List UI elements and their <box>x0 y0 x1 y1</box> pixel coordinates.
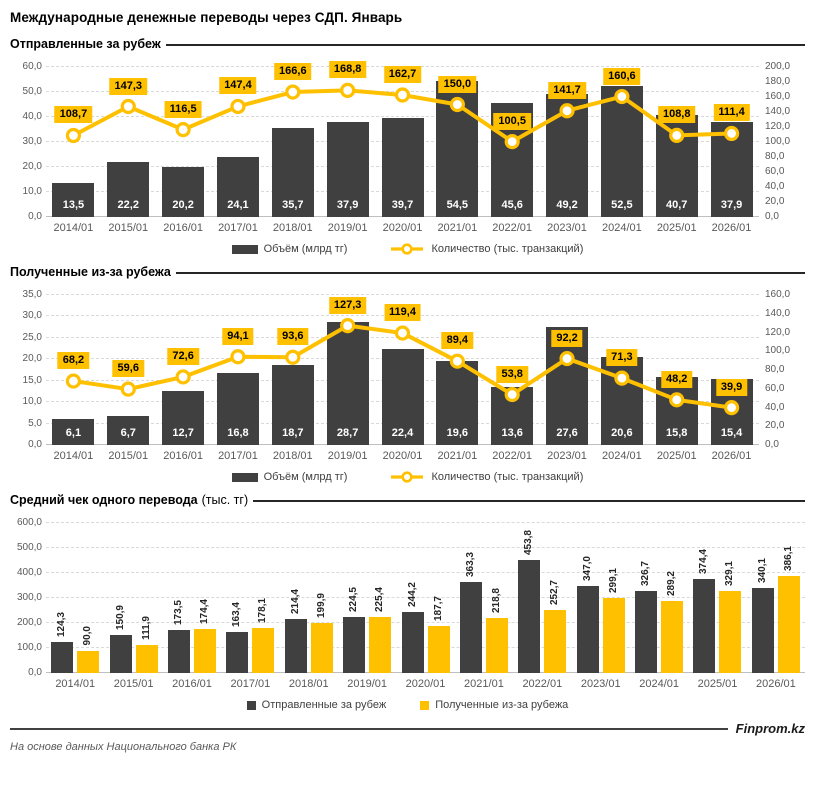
axis-tick-label: 100,0 <box>765 345 791 357</box>
x-axis-label: 2020/01 <box>405 678 446 690</box>
bar-value-label: 20,6 <box>611 427 633 439</box>
bar-value-label: 163,4 <box>231 602 243 628</box>
line-value-label: 162,7 <box>384 66 422 83</box>
bar-value-label: 22,2 <box>117 199 139 211</box>
bar-value-label: 363,3 <box>464 552 476 578</box>
section-title <box>10 37 161 51</box>
line-marker <box>397 327 409 339</box>
line-marker <box>342 84 354 96</box>
bar-value-label: 54,5 <box>446 199 469 211</box>
line-marker <box>122 383 134 395</box>
line-marker <box>616 91 628 103</box>
bar-value-label: 40,7 <box>666 199 688 211</box>
axis-tick-label: 20,0 <box>22 353 42 365</box>
sent-bar <box>635 591 657 673</box>
x-axis-label: 2014/01 <box>53 222 94 234</box>
axis-tick-label: 80,0 <box>765 151 785 162</box>
x-axis-label: 2024/01 <box>639 678 679 690</box>
legend-item-count <box>389 471 583 483</box>
axis-tick-label: 100,0 <box>16 642 42 653</box>
gridline <box>46 547 805 548</box>
bar-value-label: 18,7 <box>282 427 304 439</box>
bar-value-label: 289,2 <box>666 570 678 596</box>
axis-tick-label: 10,0 <box>22 396 42 408</box>
received-bar <box>719 591 741 673</box>
plot-area <box>46 295 759 445</box>
x-axis-label: 2015/01 <box>108 222 149 234</box>
gridline <box>46 522 805 523</box>
legend-label: Полученные из-за рубежа <box>435 699 569 711</box>
sent-bar <box>460 582 482 673</box>
axis-tick-label: 200,0 <box>765 61 791 72</box>
section-rule-line <box>176 272 805 274</box>
section-rule-line <box>253 500 805 502</box>
line-value-label: 39,9 <box>716 379 747 396</box>
x-axis-labels <box>10 222 805 234</box>
legend-item-sent <box>247 699 387 711</box>
plot-area <box>46 523 805 673</box>
combo-chart <box>10 61 805 222</box>
bar-value-label: 225,4 <box>374 586 386 612</box>
received-bar <box>544 610 566 673</box>
sent-bar <box>285 619 307 673</box>
x-axis-label: 2019/01 <box>347 678 388 690</box>
brand-logo-text: Finprom.kz <box>735 721 805 736</box>
axis-tick-label: 30,0 <box>22 136 42 147</box>
line-value-label: 141,7 <box>548 82 586 99</box>
axis-tick-label: 140,0 <box>765 307 791 319</box>
bar-value-label: 329,1 <box>724 560 736 586</box>
line-marker <box>451 99 463 111</box>
section-title-text: Отправленные за рубеж <box>10 37 161 51</box>
legend-item-count <box>389 243 583 255</box>
axis-tick-label: 50,0 <box>22 86 42 97</box>
x-axis-label: 2019/01 <box>327 450 368 462</box>
bar-value-label: 39,7 <box>391 199 414 211</box>
x-axis-label: 2016/01 <box>172 678 212 690</box>
section-received-abroad <box>10 265 805 483</box>
x-axis-label: 2015/01 <box>113 678 154 690</box>
line-marker <box>561 353 573 365</box>
axis-tick-label: 0,0 <box>28 439 42 450</box>
bar-value-label: 16,8 <box>227 427 249 439</box>
legend-label: Отправленные за рубеж <box>261 699 387 711</box>
line-marker <box>451 355 463 367</box>
line-marker-swatch-icon <box>389 243 425 255</box>
bar-value-label: 22,4 <box>391 427 414 439</box>
bar-value-label: 20,2 <box>172 199 194 211</box>
line-marker <box>177 124 189 136</box>
sent-bar <box>110 635 132 673</box>
axis-tick-label: 10,0 <box>22 186 42 197</box>
axis-tick-label: 100,0 <box>765 136 791 147</box>
line-value-label: 71,3 <box>606 349 637 366</box>
line-value-label: 59,6 <box>113 360 144 377</box>
yellow-square-swatch-icon <box>420 701 429 710</box>
axis-tick-label: 120,0 <box>765 121 791 132</box>
plot-area <box>46 63 759 217</box>
bar-value-label: 124,3 <box>56 611 68 637</box>
gridline <box>46 597 805 598</box>
bar-value-label: 173,5 <box>172 599 184 625</box>
line-marker <box>67 375 79 387</box>
legend-item-received <box>420 699 568 711</box>
line-marker <box>506 389 518 401</box>
axis-tick-label: 600,0 <box>16 517 42 528</box>
bar-value-label: 386,1 <box>782 546 794 572</box>
sent-bar <box>402 612 424 673</box>
line-marker <box>342 320 354 332</box>
x-axis-label: 2020/01 <box>382 222 423 234</box>
axis-tick-label: 0,0 <box>765 211 779 222</box>
sent-bar <box>226 632 248 673</box>
line-marker <box>671 129 683 141</box>
x-axis-label: 2018/01 <box>288 678 329 690</box>
bar-value-label: 24,1 <box>227 199 249 211</box>
x-axis-labels <box>10 450 805 462</box>
line-value-label: 94,1 <box>222 328 253 345</box>
x-axis-labels <box>10 678 805 690</box>
axis-tick-label: 0,0 <box>28 211 42 222</box>
axis-tick-label: 160,0 <box>765 289 791 300</box>
bar-value-label: 35,7 <box>282 199 304 211</box>
line-value-label: 147,3 <box>110 78 148 95</box>
legend-label: Количество (тыс. транзакций) <box>431 471 584 483</box>
x-axis-label: 2025/01 <box>656 222 697 234</box>
line-value-label: 168,8 <box>329 61 367 78</box>
section-title <box>10 265 171 279</box>
bar-value-label: 28,7 <box>336 427 359 439</box>
gridline <box>46 572 805 573</box>
x-axis-label: 2022/01 <box>492 450 533 462</box>
x-axis-label: 2025/01 <box>656 450 697 462</box>
line-marker <box>287 351 299 363</box>
axis-tick-label: 30,0 <box>22 310 42 322</box>
brand-divider <box>10 721 805 736</box>
bar-value-label: 37,9 <box>720 199 743 211</box>
axis-tick-label: 60,0 <box>22 61 42 72</box>
sent-bar <box>577 586 599 673</box>
line-marker <box>561 105 573 117</box>
section-header <box>10 265 805 279</box>
left-axis <box>10 289 46 450</box>
x-axis-label: 2025/01 <box>697 678 738 690</box>
x-axis-label: 2014/01 <box>55 678 96 690</box>
count-line-series <box>46 67 759 217</box>
x-axis-label: 2020/01 <box>382 450 423 462</box>
x-axis-label: 2016/01 <box>163 450 203 462</box>
line-marker <box>616 372 628 384</box>
section-header <box>10 37 805 51</box>
right-axis <box>759 289 805 450</box>
x-axis-label: 2023/01 <box>580 678 621 690</box>
line-value-label: 108,7 <box>55 106 93 123</box>
section-rule-line <box>166 44 805 46</box>
sent-bar <box>51 642 73 673</box>
source-note: На основе данных Национального банка РК <box>10 741 237 753</box>
bar-value-label: 15,4 <box>720 427 743 439</box>
axis-tick-label: 140,0 <box>765 106 791 117</box>
line-marker-swatch-icon <box>389 471 425 483</box>
axis-tick-label: 400,0 <box>16 567 42 578</box>
axis-tick-label: 80,0 <box>765 364 785 375</box>
bar-value-label: 224,5 <box>348 586 360 612</box>
bar-value-label: 453,8 <box>523 529 535 555</box>
axis-tick-label: 40,0 <box>22 111 42 122</box>
bar-value-label: 13,6 <box>501 427 523 439</box>
section-title <box>10 493 248 507</box>
section-title-text: Средний чек одного перевода <box>10 493 198 507</box>
axis-tick-label: 180,0 <box>765 76 791 87</box>
legend-average-check <box>10 699 805 711</box>
legend-label: Объём (млрд тг) <box>263 471 348 483</box>
grouped-bar-chart <box>10 517 805 678</box>
line-marker <box>671 394 683 406</box>
bar-value-label: 90,0 <box>82 626 94 646</box>
sent-bar <box>518 560 540 673</box>
axis-tick-label: 40,0 <box>765 401 785 413</box>
bar-value-label: 340,1 <box>756 557 768 583</box>
bar-value-label: 6,7 <box>120 427 136 439</box>
divider-line <box>10 728 728 730</box>
axis-tick-label: 15,0 <box>22 374 42 386</box>
x-axis-label: 2023/01 <box>547 222 587 234</box>
x-axis-label: 2026/01 <box>711 222 752 234</box>
line-marker <box>726 127 738 139</box>
bar-value-label: 45,6 <box>501 199 523 211</box>
received-bar <box>77 651 99 674</box>
x-axis-label: 2026/01 <box>711 450 752 462</box>
line-value-label: 166,6 <box>274 63 312 80</box>
x-axis-line <box>46 672 805 673</box>
axis-tick-label: 300,0 <box>16 592 42 603</box>
gridline <box>46 622 805 623</box>
line-value-label: 116,5 <box>165 101 202 118</box>
x-axis-label: 2017/01 <box>218 450 258 462</box>
sent-bar <box>168 630 190 673</box>
line-value-label: 111,4 <box>713 104 749 121</box>
axis-tick-label: 25,0 <box>22 331 42 343</box>
x-axis-label: 2022/01 <box>522 678 563 690</box>
received-bar <box>194 629 216 673</box>
axis-tick-label: 120,0 <box>765 326 791 338</box>
received-bar <box>252 628 274 673</box>
line-value-label: 93,6 <box>277 328 308 345</box>
legend-item-volume <box>232 471 348 483</box>
axis-tick-label: 500,0 <box>16 542 42 553</box>
axis-tick-label: 35,0 <box>22 289 42 300</box>
line-marker <box>67 129 79 141</box>
chart-sent-abroad <box>10 61 805 234</box>
line-value-label: 53,8 <box>496 366 527 383</box>
axis-tick-label: 20,0 <box>765 196 785 207</box>
left-axis <box>10 61 46 222</box>
legend-received-abroad <box>10 471 805 483</box>
section-sent-abroad <box>10 37 805 255</box>
legend-item-volume <box>232 243 348 255</box>
axis-tick-label: 200,0 <box>16 617 42 628</box>
gridline <box>46 647 805 648</box>
chart-average-check <box>10 517 805 690</box>
line-value-label: 72,6 <box>167 348 198 365</box>
axis-tick-label: 5,0 <box>28 417 42 429</box>
axis-tick-label: 20,0 <box>22 161 42 172</box>
bar-value-label: 214,4 <box>289 589 301 615</box>
dark-square-swatch-icon <box>247 701 256 710</box>
legend-sent-abroad <box>10 243 805 255</box>
line-value-label: 89,4 <box>442 332 473 349</box>
section-header <box>10 493 805 507</box>
axis-tick-label: 60,0 <box>765 382 785 394</box>
bar-value-label: 174,4 <box>198 599 210 625</box>
line-value-label: 48,2 <box>661 371 692 388</box>
line-marker <box>232 351 244 363</box>
bar-value-label: 27,6 <box>556 427 578 439</box>
received-bar <box>311 623 333 673</box>
line-value-label: 160,6 <box>603 68 641 85</box>
bar-value-label: 374,4 <box>698 549 710 575</box>
axis-tick-label: 40,0 <box>765 181 785 192</box>
legend-label: Количество (тыс. транзакций) <box>431 243 584 255</box>
x-axis-label: 2018/01 <box>272 222 313 234</box>
line-value-label: 150,0 <box>439 76 477 93</box>
bar-value-label: 111,9 <box>140 616 152 641</box>
line-value-label: 68,2 <box>58 352 89 369</box>
bar-value-label: 52,5 <box>611 199 633 211</box>
bar-value-label: 199,9 <box>315 593 327 619</box>
bar-value-label: 6,1 <box>65 427 82 439</box>
bar-value-label: 12,7 <box>172 427 194 439</box>
line-marker <box>287 86 299 98</box>
axis-tick-label: 20,0 <box>765 420 785 432</box>
x-axis-label: 2021/01 <box>437 222 478 234</box>
bar-value-label: 150,9 <box>114 605 126 631</box>
bar-value-label: 15,8 <box>666 427 688 439</box>
received-bar <box>661 601 683 673</box>
x-axis-label: 2026/01 <box>756 678 796 690</box>
bar-value-label: 187,7 <box>432 596 444 622</box>
line-marker <box>232 100 244 112</box>
x-axis-label: 2017/01 <box>218 222 258 234</box>
bar-value-label: 347,0 <box>581 556 593 582</box>
chart-received-abroad <box>10 289 805 462</box>
axis-tick-label: 60,0 <box>765 166 785 177</box>
line-marker <box>726 402 738 414</box>
axis-tick-label: 0,0 <box>765 439 779 450</box>
line-value-label: 100,5 <box>493 113 531 130</box>
x-axis-label: 2021/01 <box>437 450 478 462</box>
left-axis <box>10 517 46 678</box>
bar-value-label: 37,9 <box>336 199 359 211</box>
bar-swatch-icon <box>232 245 258 254</box>
bar-value-label: 244,2 <box>406 581 418 607</box>
section-average-check <box>10 493 805 711</box>
x-axis-label: 2019/01 <box>327 222 368 234</box>
bar-value-label: 252,7 <box>549 579 561 605</box>
line-marker <box>506 136 518 148</box>
right-axis <box>759 61 805 222</box>
bar-value-label: 326,7 <box>640 561 652 587</box>
bar-value-label: 19,6 <box>446 427 469 439</box>
bar-value-label: 49,2 <box>556 199 578 211</box>
x-axis-label: 2021/01 <box>464 678 504 690</box>
bar-value-label: 178,1 <box>257 598 269 624</box>
sent-bar <box>693 579 715 673</box>
bar-value-label: 218,8 <box>490 588 502 614</box>
received-bar <box>603 598 625 673</box>
x-axis-label: 2024/01 <box>601 450 642 462</box>
line-value-label: 147,4 <box>219 77 257 94</box>
x-axis-label: 2024/01 <box>601 222 642 234</box>
axis-tick-label: 160,0 <box>765 91 791 102</box>
bar-swatch-icon <box>232 473 258 482</box>
page-title: Международные денежные переводы через СДП. Январь <box>10 10 403 25</box>
sent-bar <box>343 617 365 673</box>
received-bar <box>428 626 450 673</box>
section-title-suffix: (тыс. тг) <box>201 493 249 507</box>
x-axis-label: 2023/01 <box>547 450 587 462</box>
line-value-label: 108,8 <box>658 106 696 123</box>
line-marker <box>177 371 189 383</box>
sent-bar <box>752 588 774 673</box>
x-axis-label: 2014/01 <box>53 450 94 462</box>
x-axis-label: 2022/01 <box>492 222 533 234</box>
bar-value-label: 299,1 <box>607 568 619 594</box>
line-value-label: 92,2 <box>551 330 582 347</box>
line-value-label: 119,4 <box>384 304 421 321</box>
bar-value-label: 13,5 <box>62 199 85 211</box>
x-axis-label: 2017/01 <box>230 678 271 690</box>
x-axis-label: 2018/01 <box>272 450 313 462</box>
line-marker <box>122 101 134 113</box>
received-bar <box>778 576 800 673</box>
axis-tick-label: 0,0 <box>28 667 42 678</box>
x-axis-label: 2015/01 <box>108 450 149 462</box>
line-value-label: 127,3 <box>329 297 367 314</box>
received-bar <box>136 645 158 673</box>
x-axis-label: 2016/01 <box>163 222 203 234</box>
combo-chart <box>10 289 805 450</box>
section-title-text: Полученные из-за рубежа <box>10 265 171 279</box>
line-marker <box>397 89 409 101</box>
legend-label: Объём (млрд тг) <box>263 243 348 255</box>
received-bar <box>486 618 508 673</box>
received-bar <box>369 617 391 673</box>
